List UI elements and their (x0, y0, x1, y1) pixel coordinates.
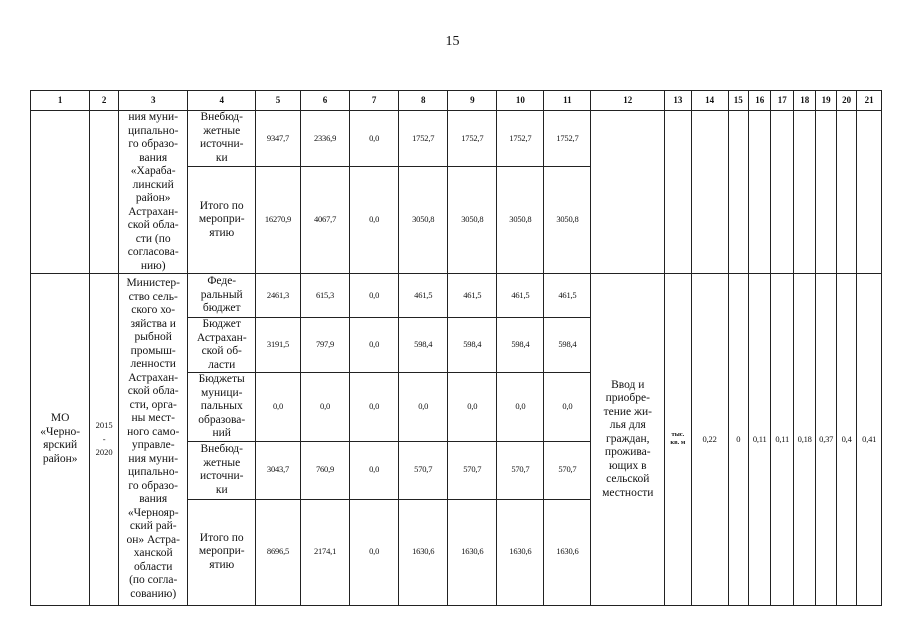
block2-source-1: Бюджет Астрахан- ской об- ласти (188, 318, 256, 373)
value-cell: 570,7 (497, 441, 544, 499)
value-cell: 1752,7 (448, 111, 497, 167)
indicator-name: Ввод и приобре- тение жи- лья для граждан, прожива- ющих в сельской местности (591, 274, 665, 606)
block2-source-4: Итого по меропри- ятию (188, 499, 256, 605)
block1-ind-cell (771, 111, 794, 274)
value-cell: 9347,7 (255, 111, 300, 167)
indicator-value: 0,41 (857, 274, 882, 606)
column-number: 11 (544, 91, 591, 111)
value-cell: 598,4 (399, 318, 448, 373)
value-cell: 2336,9 (300, 111, 349, 167)
value-cell: 0,0 (350, 166, 399, 273)
column-number: 18 (793, 91, 816, 111)
block1-ind-cell (691, 111, 728, 274)
column-number: 9 (448, 91, 497, 111)
column-number: 21 (857, 91, 882, 111)
block2-source-3: Внебюд- жетные источни- ки (188, 441, 256, 499)
block1-source-0: Внебюд- жетные источни- ки (188, 111, 256, 167)
value-cell: 0,0 (350, 499, 399, 605)
page-number: 15 (445, 34, 460, 49)
block1-source-1: Итого по меропри- ятию (188, 166, 256, 273)
column-number: 1 (31, 91, 90, 111)
value-cell: 2461,3 (255, 274, 300, 318)
block1-unit-cell (665, 111, 692, 274)
column-number: 10 (497, 91, 544, 111)
value-cell: 0,0 (448, 373, 497, 442)
block1-name-cell (31, 111, 90, 274)
value-cell: 3050,8 (448, 166, 497, 273)
value-cell: 0,0 (399, 373, 448, 442)
value-cell: 0,0 (350, 111, 399, 167)
value-cell: 2174,1 (300, 499, 349, 605)
value-cell: 1630,6 (544, 499, 591, 605)
value-cell: 0,0 (350, 373, 399, 442)
municipality-name: МО «Черно- ярский район» (31, 274, 90, 606)
block1-ind-cell (857, 111, 882, 274)
column-number: 12 (591, 91, 665, 111)
program-table (30, 90, 882, 606)
column-number: 6 (300, 91, 349, 111)
value-cell: 0,0 (300, 373, 349, 442)
block1-period-cell (90, 111, 119, 274)
value-cell: 797,9 (300, 318, 349, 373)
value-cell: 1752,7 (497, 111, 544, 167)
value-cell: 598,4 (497, 318, 544, 373)
column-number: 13 (665, 91, 692, 111)
block2-executor: Министер- ство сель- ского хо- зяйства и рыбной промыш- ленности Астрахан- ской обла- сти, орга- ны мест- ного само- управле- ния муни- ципально- го образо- вания «Чернояр- ский рай- он» Астра- ханской области (по согла- сованию) (118, 274, 188, 606)
period: 2015 - 2020 (90, 274, 119, 606)
column-number: 14 (691, 91, 728, 111)
value-cell: 16270,9 (255, 166, 300, 273)
value-cell: 570,7 (544, 441, 591, 499)
indicator-value: 0,11 (748, 274, 771, 606)
value-cell: 615,3 (300, 274, 349, 318)
value-cell: 0,0 (350, 441, 399, 499)
block2-source-2: Бюджеты муници- пальных образова- ний (188, 373, 256, 442)
column-number: 19 (816, 91, 836, 111)
column-number: 4 (188, 91, 256, 111)
value-cell: 8696,5 (255, 499, 300, 605)
table-row (31, 111, 882, 167)
column-number: 17 (771, 91, 794, 111)
value-cell: 3050,8 (497, 166, 544, 273)
block2-source-0: Феде- ральный бюджет (188, 274, 256, 318)
indicator-value: 0,4 (836, 274, 856, 606)
indicator-value: 0,11 (771, 274, 794, 606)
value-cell: 598,4 (448, 318, 497, 373)
column-number-row (31, 91, 882, 111)
indicator-value: 0 (728, 274, 748, 606)
value-cell: 461,5 (497, 274, 544, 318)
value-cell: 1752,7 (544, 111, 591, 167)
column-number: 3 (118, 91, 188, 111)
value-cell: 3191,5 (255, 318, 300, 373)
value-cell: 1630,6 (448, 499, 497, 605)
indicator-unit: тыс. кв. м (665, 274, 692, 606)
column-number: 16 (748, 91, 771, 111)
value-cell: 0,0 (350, 274, 399, 318)
block1-ind-cell (728, 111, 748, 274)
value-cell: 4067,7 (300, 166, 349, 273)
block1-ind-cell (836, 111, 856, 274)
column-number: 8 (399, 91, 448, 111)
indicator-value: 0,18 (793, 274, 816, 606)
value-cell: 3043,7 (255, 441, 300, 499)
column-number: 2 (90, 91, 119, 111)
column-number: 15 (728, 91, 748, 111)
value-cell: 461,5 (399, 274, 448, 318)
value-cell: 461,5 (448, 274, 497, 318)
value-cell: 598,4 (544, 318, 591, 373)
column-number: 5 (255, 91, 300, 111)
value-cell: 0,0 (544, 373, 591, 442)
indicator-value: 0,22 (691, 274, 728, 606)
value-cell: 760,9 (300, 441, 349, 499)
column-number: 7 (350, 91, 399, 111)
block1-ind-cell (816, 111, 836, 274)
value-cell: 0,0 (497, 373, 544, 442)
indicator-value: 0,37 (816, 274, 836, 606)
value-cell: 0,0 (350, 318, 399, 373)
value-cell: 3050,8 (544, 166, 591, 273)
value-cell: 1630,6 (399, 499, 448, 605)
column-number: 20 (836, 91, 856, 111)
value-cell: 461,5 (544, 274, 591, 318)
value-cell: 3050,8 (399, 166, 448, 273)
block1-ind-cell (748, 111, 771, 274)
value-cell: 570,7 (448, 441, 497, 499)
value-cell: 570,7 (399, 441, 448, 499)
block1-executor: ния муни- ципально- го образо- вания «Хараба- линский район» Астрахан- ской обла- сти (по согласова- нию) (118, 111, 188, 274)
value-cell: 1752,7 (399, 111, 448, 167)
value-cell: 1630,6 (497, 499, 544, 605)
table-row (31, 274, 882, 318)
block1-ind-cell (793, 111, 816, 274)
block1-indicator-cell (591, 111, 665, 274)
value-cell: 0,0 (255, 373, 300, 442)
